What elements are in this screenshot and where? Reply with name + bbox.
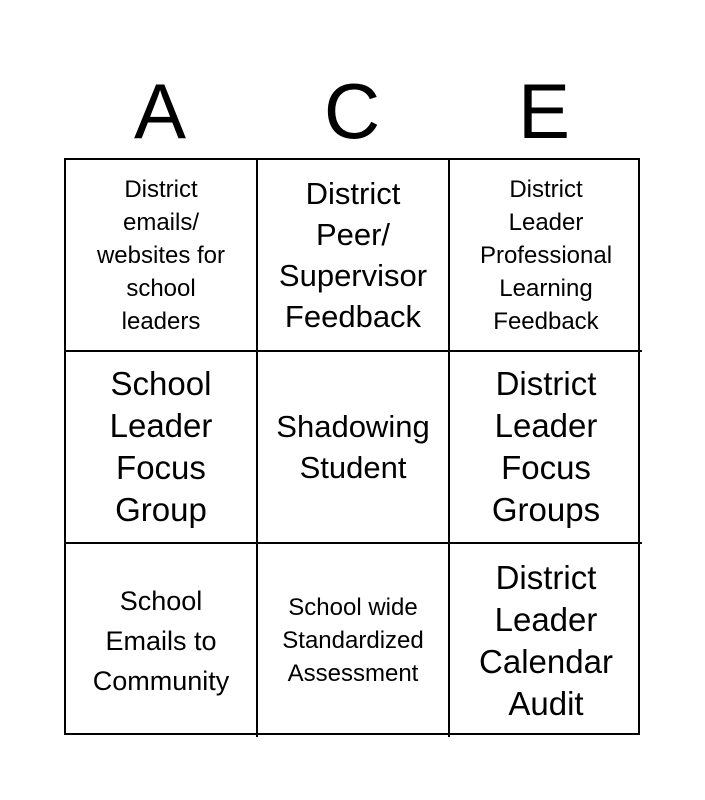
header-letter-a: A bbox=[133, 67, 187, 155]
bingo-cell-r2c3[interactable]: District Leader Focus Groups bbox=[450, 352, 642, 544]
header-letter-c: C bbox=[323, 67, 381, 155]
bingo-cell-r2c2[interactable]: Shadowing Student bbox=[258, 352, 450, 544]
bingo-cell-r3c1[interactable]: School Emails to Community bbox=[66, 544, 258, 737]
bingo-cell-r1c2[interactable]: District Peer/ Supervisor Feedback bbox=[258, 160, 450, 352]
bingo-cell-r2c1[interactable]: School Leader Focus Group bbox=[66, 352, 258, 544]
bingo-card-grid bbox=[64, 158, 640, 735]
bingo-cell-r3c2[interactable]: School wide Standardized Assessment bbox=[258, 544, 450, 737]
bingo-cell-r1c1[interactable]: District emails/ websites for school leaders bbox=[66, 160, 258, 352]
header-letter-e: E bbox=[517, 67, 571, 155]
bingo-cell-r3c3[interactable]: District Leader Calendar Audit bbox=[479, 558, 613, 722]
bingo-header bbox=[64, 68, 640, 154]
bingo-cell-r1c3[interactable]: District Leader Professional Learning Feedback bbox=[450, 160, 642, 352]
